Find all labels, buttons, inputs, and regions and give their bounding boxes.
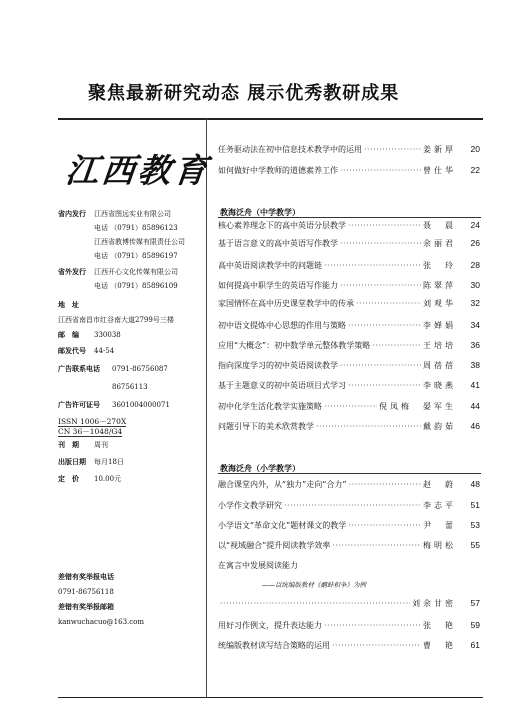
dot-leader	[324, 621, 421, 630]
toc-row[interactable]	[218, 421, 480, 433]
toc-author: 李晓燕	[423, 381, 456, 390]
dot-leader	[332, 641, 421, 650]
toc-title: 核心素养理念下的高中英语分层教学	[218, 221, 346, 230]
outside-name: 江西开心文化传媒有限公司	[94, 268, 178, 276]
ad-license-label: 广告许可证号	[58, 401, 100, 409]
toc-row[interactable]	[218, 360, 480, 372]
toc-row[interactable]	[218, 640, 480, 652]
dot-leader	[348, 221, 421, 230]
issn-value: ISSN 1006－270X	[58, 417, 127, 426]
dot-leader	[348, 521, 421, 530]
toc-page: 28	[470, 260, 480, 270]
toc-page: 36	[470, 340, 480, 350]
report-phone-label: 差错有奖举报电话	[58, 573, 114, 581]
phone-line-1	[58, 223, 203, 233]
toc-author: 余丽君	[423, 239, 456, 248]
toc-row[interactable]	[218, 500, 480, 512]
issue-code-line	[58, 346, 203, 356]
toc-page: 57	[470, 598, 480, 608]
toc-row[interactable]	[218, 540, 480, 552]
toc-page: 32	[470, 298, 480, 308]
toc-row[interactable]	[218, 320, 480, 332]
toc-author: 倪凤梅 晏军生	[379, 402, 456, 411]
top-rule	[58, 118, 483, 120]
toc-title: 高中英语阅读教学中的问题链	[218, 261, 322, 270]
dot-leader	[340, 361, 421, 370]
sponsor-label: 省内发行	[58, 210, 86, 218]
column-divider	[206, 118, 207, 697]
toc-page: 46	[470, 421, 480, 431]
date-line	[58, 457, 203, 467]
dot-leader	[332, 541, 421, 550]
toc-row[interactable]	[218, 144, 480, 156]
dot-leader	[372, 341, 421, 350]
toc-row[interactable]	[218, 165, 480, 177]
dot-leader	[220, 599, 410, 608]
dot-leader	[356, 299, 421, 308]
phone-line-2	[58, 251, 203, 261]
phone-label-1: 电话	[94, 224, 108, 232]
toc-author: 曹 艳	[423, 641, 456, 650]
toc-page: 26	[470, 238, 480, 248]
issue-code-label: 邮发代号	[58, 347, 86, 355]
dot-leader	[324, 402, 377, 411]
toc-row[interactable]	[218, 598, 480, 610]
toc-author: 王培培	[423, 341, 456, 350]
toc-author: 赵 蔚	[423, 480, 456, 489]
toc-author: 李婵娟	[423, 321, 456, 330]
ad-phone-2: 86756113	[112, 383, 148, 391]
toc-page: 24	[470, 220, 480, 230]
postcode-value: 330038	[94, 331, 121, 339]
company-name-2: 江西省教博传媒有限责任公司	[94, 238, 185, 246]
cn-value: CN 36－1048/G4	[58, 427, 123, 436]
period-label: 刊 期	[58, 441, 79, 449]
price-line	[58, 474, 203, 484]
toc-row[interactable]	[218, 520, 480, 532]
slogan-heading: 聚焦最新研究动态 展示优秀教研成果	[88, 83, 400, 104]
toc-author: 聂 晨	[423, 221, 456, 230]
address-value: 江西省南昌市红谷南大道2799号三楼	[58, 316, 174, 324]
toc-title: 小学作文教学研究	[218, 501, 282, 510]
dot-leader	[340, 239, 421, 248]
toc-page: 30	[470, 280, 480, 290]
outside-line	[58, 267, 203, 277]
dot-leader	[324, 261, 421, 270]
phone-label-2: 电话	[94, 252, 108, 260]
ad-phone-line-2	[58, 382, 203, 392]
toc-author: 尹 蕾	[423, 521, 456, 530]
report-email-label: 差错有奖举报邮箱	[58, 603, 114, 611]
report-phone-label-line	[58, 572, 203, 582]
toc-page: 41	[470, 380, 480, 390]
dot-leader	[364, 145, 421, 154]
dot-leader	[348, 381, 421, 390]
toc-page: 61	[470, 640, 480, 650]
toc-author: 姜新厚	[423, 145, 456, 154]
toc-row[interactable]	[218, 479, 480, 491]
toc-page: 59	[470, 620, 480, 630]
toc-row[interactable]	[218, 238, 480, 250]
report-email-label-line	[58, 602, 203, 612]
postcode-line	[58, 330, 203, 340]
toc-page: 51	[470, 500, 480, 510]
toc-title: 小学语文“革命文化”题材课文的教学	[218, 521, 347, 530]
period-value: 周刊	[94, 441, 108, 449]
cn-line	[58, 427, 203, 436]
outside-label: 省外发行	[58, 268, 86, 276]
toc-row[interactable]	[218, 280, 480, 292]
toc-row[interactable]	[218, 220, 480, 232]
toc-title: 融合课堂内外，从“独力”走向“合力”	[218, 480, 347, 489]
dot-leader	[348, 321, 421, 330]
toc-title: 问题引导下的美术欣赏教学	[218, 422, 314, 431]
date-label: 出版日期	[58, 458, 86, 466]
sponsor-line	[58, 209, 203, 219]
sponsor-name: 江西省图远实业有限公司	[94, 210, 171, 218]
ad-license-value: 3601004000071	[112, 401, 170, 409]
toc-title: 统编版教材读写结合策略的运用	[218, 641, 330, 650]
toc-page: 38	[470, 360, 480, 370]
date-value: 每月18日	[94, 458, 124, 466]
phone-2: （0791）85896197	[110, 252, 178, 260]
toc-title: 如何做好中学教师的道德素养工作	[218, 166, 338, 175]
toc-author: 曾仕华	[423, 166, 456, 175]
dot-leader	[284, 501, 421, 510]
toc-page: 20	[470, 144, 480, 154]
toc-title: 家国情怀在高中历史课堂教学中的传承	[218, 299, 354, 308]
ad-license-line	[58, 400, 203, 410]
dot-leader	[340, 281, 421, 290]
toc-page: 55	[470, 540, 480, 550]
toc-title: 用好习作例文，提升表达能力	[218, 621, 322, 630]
toc-page: 44	[470, 401, 480, 411]
toc-title: 基于主题意义的初中英语项目式学习	[218, 381, 346, 390]
address-label: 地 址	[58, 301, 79, 309]
bottom-rule	[58, 697, 483, 698]
dot-leader	[316, 422, 421, 431]
toc-author: 戴韵茹	[423, 422, 456, 431]
period-line	[58, 440, 203, 450]
price-label: 定 价	[58, 475, 79, 483]
address-label-line	[58, 300, 203, 310]
ad-phone-1: 0791-86756087	[112, 365, 168, 373]
dot-leader	[340, 166, 421, 175]
toc-author: 张 艳	[423, 621, 456, 630]
toc-author: 刘观华	[423, 299, 456, 308]
phone-3: （0791）85896109	[110, 282, 178, 290]
phone-line-3	[58, 281, 203, 291]
dot-leader	[349, 480, 421, 489]
issn-line	[58, 417, 203, 426]
issue-code-value: 44-54	[94, 347, 115, 355]
toc-author: 张 玲	[423, 261, 456, 270]
toc-author: 周蓓蓓	[423, 361, 456, 370]
toc-title: 如何提高中职学生的英语写作能力	[218, 281, 338, 290]
section-rule	[218, 217, 481, 218]
toc-row[interactable]	[218, 298, 480, 310]
toc-title: 基于语言意义的高中英语写作教学	[218, 239, 338, 248]
toc-page: 34	[470, 320, 480, 330]
report-phone-value: 0791-86756118	[58, 588, 114, 596]
phone-1: （0791）85896123	[110, 224, 178, 232]
postcode-label: 邮 编	[58, 331, 79, 339]
special-article-title[interactable]: 在寓言中发展阅读能力	[218, 561, 298, 570]
toc-author: 李志平	[423, 501, 456, 510]
toc-page: 22	[470, 165, 480, 175]
special-article-subtitle: ——以统编版教材《鹬蚌相争》为例	[262, 581, 366, 589]
company-line-2	[58, 237, 203, 247]
address-line	[58, 315, 203, 325]
toc-row[interactable]	[218, 260, 480, 272]
toc-title: 以“视域融合”提升阅读教学效率	[218, 541, 331, 550]
toc-author: 梅明松	[423, 541, 456, 550]
section-rule	[218, 473, 481, 474]
section-heading-primary-school: 教海泛舟（小学教学）	[220, 464, 300, 473]
toc-title: 初中语文提炼中心思想的作用与策略	[218, 321, 346, 330]
report-phone-line	[58, 587, 203, 597]
phone-label-3: 电话	[94, 282, 108, 290]
ad-phone-line	[58, 364, 203, 374]
report-email-line	[58, 617, 203, 627]
ad-phone-label: 广告联系电话	[58, 365, 100, 373]
toc-row[interactable]	[218, 620, 480, 632]
report-email-value: kanwuchacuo@163.com	[58, 618, 145, 626]
toc-row[interactable]	[218, 340, 480, 352]
toc-row[interactable]	[218, 401, 480, 413]
magazine-logo: 江西教育	[63, 151, 212, 190]
price-value: 10.00元	[94, 475, 122, 483]
toc-title: 指向深度学习的初中英语阅读教学	[218, 361, 338, 370]
toc-author: 刘余甘密	[412, 599, 456, 608]
toc-row[interactable]	[218, 380, 480, 392]
toc-title: 任务驱动法在初中信息技术教学中的运用	[218, 145, 362, 154]
toc-author: 陈翠萍	[423, 281, 456, 290]
section-heading-middle-school: 教海泛舟（中学教学）	[220, 208, 300, 217]
toc-title: 初中化学生活化教学实施策略	[218, 402, 322, 411]
toc-page: 48	[470, 479, 480, 489]
toc-title: 应用“大概念”：初中数学单元整体教学策略	[218, 341, 371, 350]
toc-page: 53	[470, 520, 480, 530]
